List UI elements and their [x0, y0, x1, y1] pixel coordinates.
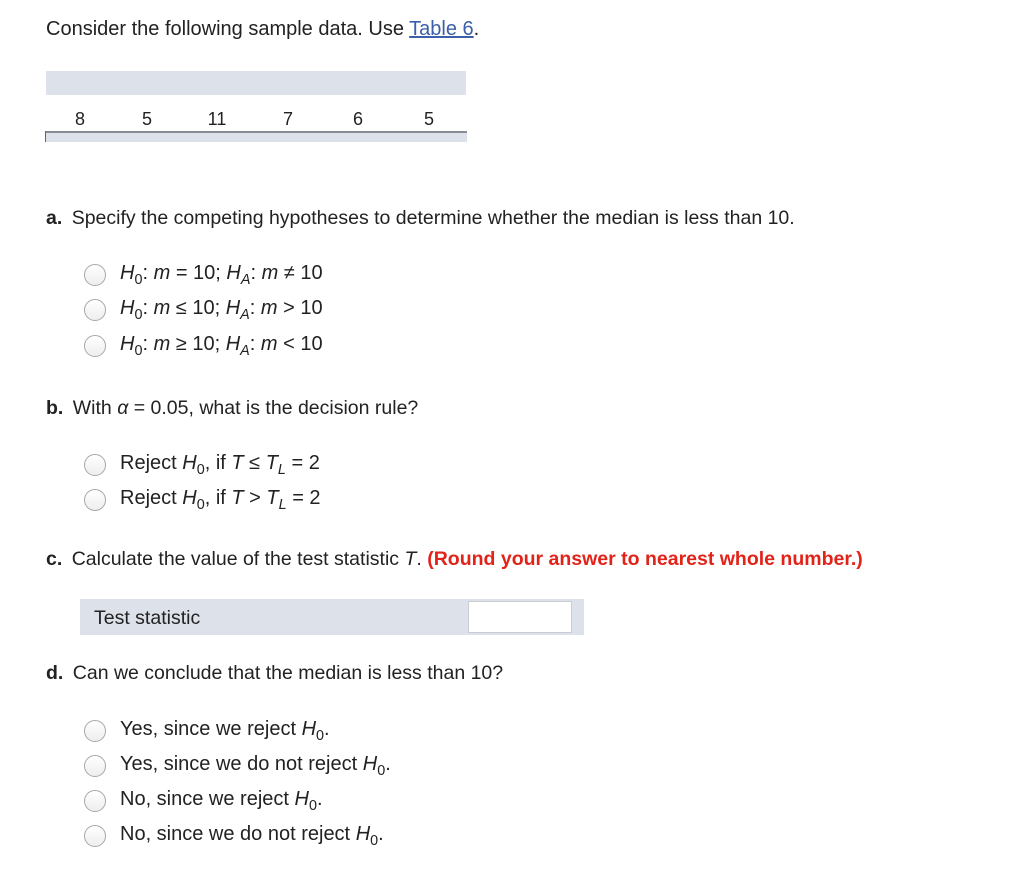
option-d-3-text: No, since we reject $H_0$. [120, 788, 323, 815]
question-b-text: With α = 0.05, what is the decision rule? [72, 397, 419, 419]
question-a-label: a. [46, 207, 63, 229]
option-a-3-text: $H_0$: m ≥ 10; $H_A$: m < 10 [120, 333, 323, 360]
question-c [46, 548, 863, 571]
radio-button[interactable] [84, 264, 106, 286]
option-b-2-text: Reject $H_0$, if $T > T_L = 2$ [120, 487, 321, 514]
option-a-3[interactable] [84, 333, 323, 359]
option-a-1[interactable] [84, 262, 323, 288]
intro-end: . [473, 18, 480, 40]
radio-button[interactable] [84, 454, 106, 476]
sample-value: 5 [141, 108, 152, 129]
table-header-bar [46, 71, 466, 95]
radio-button[interactable] [84, 489, 106, 511]
question-c-text: Calculate the value of the test statistic T. [71, 548, 428, 570]
question-a-text: Specify the competing hypotheses to determine whether the median is less than 10. [71, 207, 795, 229]
radio-button[interactable] [84, 299, 106, 321]
option-d-3[interactable] [84, 788, 323, 814]
test-statistic-label: Test statistic [94, 607, 201, 629]
rounding-warning: (Round your answer to nearest whole number.) [427, 548, 863, 570]
option-a-2[interactable] [84, 297, 323, 323]
question-a [46, 207, 795, 230]
radio-button[interactable] [84, 720, 106, 742]
table-footer-tick [45, 131, 46, 142]
option-d-2-text: Yes, since we do not reject $H_0$. [120, 753, 391, 780]
option-b-1-text: Reject $H_0$, if $T \le T_L = 2$ [120, 452, 320, 479]
question-b-label: b. [46, 397, 64, 419]
sample-value: 11 [207, 108, 227, 129]
option-d-4-text: No, since we do not reject $H_0$. [120, 823, 384, 850]
option-d-1-text: Yes, since we reject $H_0$. [120, 718, 330, 745]
radio-button[interactable] [84, 825, 106, 847]
radio-button[interactable] [84, 335, 106, 357]
radio-button[interactable] [84, 755, 106, 777]
intro-text [46, 18, 479, 41]
question-b [46, 397, 418, 420]
sample-data-table [46, 71, 466, 143]
sample-value: 6 [352, 108, 363, 129]
option-b-2[interactable] [84, 487, 321, 513]
test-statistic-input[interactable] [468, 601, 572, 633]
sample-value: 8 [74, 108, 85, 129]
option-d-2[interactable] [84, 753, 391, 779]
question-d [46, 662, 503, 685]
intro-prefix: Consider the following sample data. Use [46, 18, 410, 40]
option-a-1-text: $H_0$: m = 10; $H_A$: m ≠ 10 [120, 262, 323, 289]
option-b-1[interactable] [84, 452, 320, 478]
table-footer-bar [46, 131, 467, 142]
option-a-2-text: $H_0$: m ≤ 10; $H_A$: m > 10 [120, 297, 323, 324]
question-c-label: c. [46, 548, 63, 570]
option-d-4[interactable] [84, 823, 384, 849]
sample-value: 5 [423, 108, 434, 129]
test-statistic-row [80, 599, 584, 635]
sample-value: 7 [282, 108, 293, 129]
question-d-text: Can we conclude that the median is less than 10? [72, 662, 504, 684]
question-d-label: d. [46, 662, 64, 684]
radio-button[interactable] [84, 790, 106, 812]
table-6-link[interactable]: Table 6 [409, 18, 474, 40]
option-d-1[interactable] [84, 718, 330, 744]
